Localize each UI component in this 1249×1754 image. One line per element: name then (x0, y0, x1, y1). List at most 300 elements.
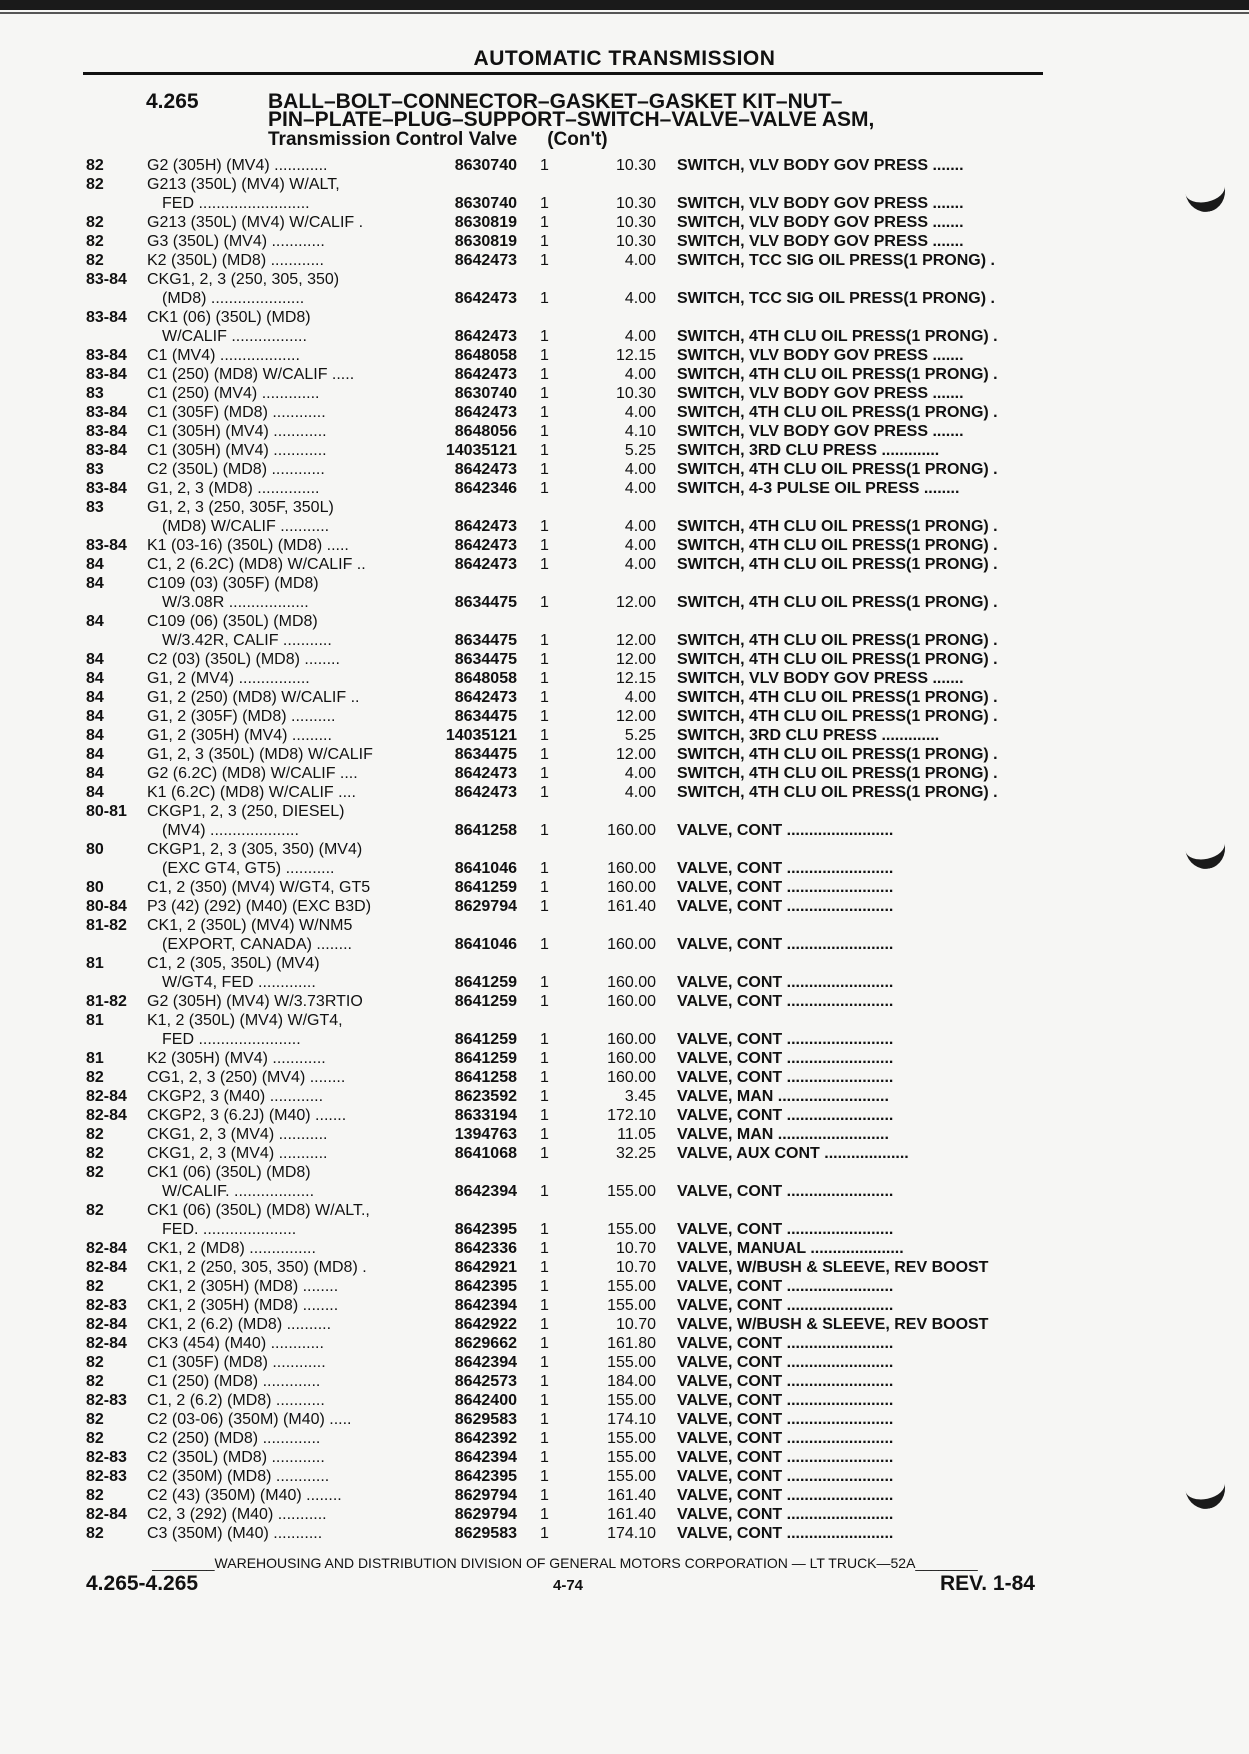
row-year: 82 (86, 1126, 104, 1143)
row-part-number: 8634475 (454, 632, 517, 649)
row-description-detail: 3RD CLU PRESS ............. (744, 727, 940, 744)
row-price: 12.00 (615, 651, 656, 668)
row-description (677, 1524, 1047, 1543)
row-description (677, 1429, 1047, 1448)
row-price: 10.30 (615, 233, 656, 250)
row-year: 82 (86, 214, 104, 231)
row-description-detail: VLV BODY GOV PRESS ....... (744, 347, 964, 364)
row-description-type: VALVE, (677, 1088, 733, 1105)
row-quantity: 1 (540, 1278, 549, 1295)
row-quantity: 1 (540, 385, 549, 402)
row-description-type: VALVE, (677, 1183, 733, 1200)
row-year: 84 (86, 613, 104, 630)
row-year: 84 (86, 670, 104, 687)
row-quantity: 1 (540, 347, 549, 364)
row-year: 82-83 (86, 1468, 127, 1485)
row-part-number: 8642473 (454, 518, 517, 535)
table-row (0, 384, 1249, 403)
row-year: 83-84 (86, 404, 127, 421)
table-row (0, 1391, 1249, 1410)
table-row (0, 517, 1249, 536)
row-description (677, 1410, 1047, 1429)
row-description (677, 631, 1047, 650)
row-part-number: 8642473 (454, 765, 517, 782)
row-description (677, 232, 1047, 251)
row-price: 10.30 (615, 157, 656, 174)
row-description-detail: VLV BODY GOV PRESS ....... (744, 670, 964, 687)
table-row (0, 213, 1249, 232)
row-price: 5.25 (624, 727, 656, 744)
row-part-number: 8642473 (454, 252, 517, 269)
table-row (0, 840, 1249, 859)
row-year: 83-84 (86, 366, 127, 383)
row-application: CK1, 2 (250, 305, 350) (MD8) . (147, 1259, 367, 1276)
row-price: 174.10 (607, 1411, 656, 1428)
row-application: CK1, 2 (305H) (MD8) ........ (147, 1278, 339, 1295)
table-row (0, 403, 1249, 422)
row-application: P3 (42) (292) (M40) (EXC B3D) (147, 898, 372, 915)
table-row (0, 232, 1249, 251)
row-price: 155.00 (607, 1468, 656, 1485)
row-description-type: SWITCH, (677, 233, 745, 250)
row-price: 4.00 (624, 537, 656, 554)
row-price: 160.00 (607, 822, 656, 839)
row-description-detail: 4TH CLU OIL PRESS(1 PRONG) . (744, 537, 998, 554)
row-year: 81-82 (86, 917, 127, 934)
row-description-type: VALVE, (677, 1430, 733, 1447)
row-description-detail: CONT ........................ (732, 860, 894, 877)
row-year: 82-84 (86, 1259, 127, 1276)
row-description (677, 441, 1047, 460)
table-row (0, 935, 1249, 954)
row-description-detail: CONT ........................ (732, 1221, 894, 1238)
row-application: CK1, 2 (305H) (MD8) ........ (147, 1297, 339, 1314)
row-quantity: 1 (540, 822, 549, 839)
row-quantity: 1 (540, 1487, 549, 1504)
table-row (0, 1524, 1249, 1543)
row-quantity: 1 (540, 214, 549, 231)
row-year: 84 (86, 746, 104, 763)
table-row (0, 802, 1249, 821)
row-year: 82-84 (86, 1240, 127, 1257)
table-row (0, 1258, 1249, 1277)
row-application: C2 (250) (MD8) ............. (147, 1430, 321, 1447)
row-application: G1, 2 (305H) (MV4) ......... (147, 727, 332, 744)
row-description-detail: CONT ........................ (732, 822, 894, 839)
page-title: AUTOMATIC TRANSMISSION (473, 47, 776, 70)
table-row (0, 574, 1249, 593)
row-quantity: 1 (540, 328, 549, 345)
row-application: CK1 (06) (350L) (MD8) W/ALT., (147, 1202, 370, 1219)
row-description-type: SWITCH, (677, 556, 745, 573)
row-description (677, 1258, 1047, 1277)
row-price: 155.00 (607, 1449, 656, 1466)
row-application: C2 (03) (350L) (MD8) ........ (147, 651, 340, 668)
row-price: 160.00 (607, 936, 656, 953)
row-description-type: VALVE, (677, 1373, 733, 1390)
row-application: G2 (305H) (MV4) ............ (147, 157, 328, 174)
row-description-type: VALVE, (677, 1525, 733, 1542)
row-description-detail: 4-3 PULSE OIL PRESS ........ (744, 480, 960, 497)
row-description (677, 650, 1047, 669)
row-description-type: SWITCH, (677, 594, 745, 611)
row-year: 82 (86, 1202, 104, 1219)
row-description-type: VALVE, (677, 1031, 733, 1048)
row-description-type: SWITCH, (677, 461, 745, 478)
table-row (0, 1182, 1249, 1201)
row-part-number: 8642346 (454, 480, 517, 497)
row-description-type: SWITCH, (677, 632, 745, 649)
table-row (0, 669, 1249, 688)
footer-revision: REV. 1-84 (940, 1572, 1035, 1595)
row-price: 12.00 (615, 746, 656, 763)
row-description-type: SWITCH, (677, 727, 745, 744)
row-price: 4.00 (624, 366, 656, 383)
row-quantity: 1 (540, 480, 549, 497)
row-price: 10.30 (615, 385, 656, 402)
row-year: 83-84 (86, 271, 127, 288)
row-year: 83-84 (86, 347, 127, 364)
row-year: 82 (86, 233, 104, 250)
row-application: C2 (350M) (MD8) ............ (147, 1468, 330, 1485)
row-description-detail: TCC SIG OIL PRESS(1 PRONG) . (744, 252, 995, 269)
row-application: G1, 2 (305F) (MD8) .......... (147, 708, 336, 725)
row-year: 81-82 (86, 993, 127, 1010)
row-quantity: 1 (540, 1126, 549, 1143)
row-price: 4.00 (624, 556, 656, 573)
row-description-type: SWITCH, (677, 651, 745, 668)
row-description (677, 346, 1047, 365)
row-price: 161.80 (607, 1335, 656, 1352)
row-quantity: 1 (540, 594, 549, 611)
row-description-detail: MAN ......................... (732, 1088, 889, 1105)
row-quantity: 1 (540, 423, 549, 440)
row-quantity: 1 (540, 442, 549, 459)
table-row (0, 1505, 1249, 1524)
footer-publisher-line: ________WAREHOUSING AND DISTRIBUTION DIVISION OF GENERAL MOTORS CORPORATION — LT TRUCK—52A________ (152, 1555, 978, 1571)
row-quantity: 1 (540, 879, 549, 896)
row-description (677, 1277, 1047, 1296)
row-year: 84 (86, 556, 104, 573)
top-border-rule (0, 12, 1249, 14)
table-row (0, 422, 1249, 441)
row-quantity: 1 (540, 974, 549, 991)
row-quantity: 1 (540, 366, 549, 383)
row-application: G1, 2 (250) (MD8) W/CALIF .. (147, 689, 360, 706)
row-part-number: 8641259 (454, 974, 517, 991)
row-year: 84 (86, 575, 104, 592)
row-description-detail: 4TH CLU OIL PRESS(1 PRONG) . (744, 708, 998, 725)
row-description-detail: VLV BODY GOV PRESS ....... (744, 195, 964, 212)
table-row (0, 289, 1249, 308)
row-quantity: 1 (540, 537, 549, 554)
row-description (677, 1106, 1047, 1125)
row-price: 4.00 (624, 404, 656, 421)
section-heading-line2: PIN–PLATE–PLUG–SUPPORT–SWITCH–VALVE–VALVE ASM, (268, 108, 875, 131)
row-description-type: VALVE, (677, 1107, 733, 1124)
row-price: 160.00 (607, 1069, 656, 1086)
row-price: 160.00 (607, 879, 656, 896)
row-year: 83-84 (86, 537, 127, 554)
row-quantity: 1 (540, 1430, 549, 1447)
section-heading-line3 (268, 130, 608, 149)
row-part-number: 8642394 (454, 1449, 517, 1466)
row-application: C1 (305H) (MV4) ............ (147, 442, 327, 459)
row-quantity: 1 (540, 1316, 549, 1333)
row-part-number: 8629794 (454, 1506, 517, 1523)
row-description-type: SWITCH, (677, 404, 745, 421)
row-part-number: 8629794 (454, 1487, 517, 1504)
continued-label: (Con't) (547, 129, 608, 150)
table-row (0, 764, 1249, 783)
row-year: 80 (86, 841, 104, 858)
row-application: K1, 2 (350L) (MV4) W/GT4, (147, 1012, 343, 1029)
row-application: C1, 2 (350) (MV4) W/GT4, GT5 (147, 879, 371, 896)
row-description-detail: CONT ........................ (732, 1278, 894, 1295)
row-part-number: 8642394 (454, 1297, 517, 1314)
row-description (677, 555, 1047, 574)
row-price: 155.00 (607, 1183, 656, 1200)
row-application: CKGP1, 2, 3 (250, DIESEL) (147, 803, 345, 820)
row-part-number: 8629662 (454, 1335, 517, 1352)
row-price: 155.00 (607, 1278, 656, 1295)
row-year: 82 (86, 1411, 104, 1428)
row-quantity: 1 (540, 556, 549, 573)
row-application: (MD8) W/CALIF ........... (162, 518, 330, 535)
row-price: 12.15 (615, 347, 656, 364)
row-description-detail: AUX CONT ................... (732, 1145, 909, 1162)
row-price: 12.15 (615, 670, 656, 687)
row-quantity: 1 (540, 1259, 549, 1276)
row-description (677, 669, 1047, 688)
row-price: 12.00 (615, 708, 656, 725)
row-description-detail: CONT ........................ (732, 1430, 894, 1447)
row-part-number: 8642473 (454, 689, 517, 706)
row-application: (MV4) .................... (162, 822, 299, 839)
row-description-type: SWITCH, (677, 423, 745, 440)
row-price: 155.00 (607, 1297, 656, 1314)
row-description (677, 1239, 1047, 1258)
row-price: 32.25 (615, 1145, 656, 1162)
table-row (0, 650, 1249, 669)
table-row (0, 992, 1249, 1011)
row-description-detail: CONT ........................ (732, 1335, 894, 1352)
row-description-type: VALVE, (677, 1297, 733, 1314)
row-description-type: VALVE, (677, 1145, 733, 1162)
row-part-number: 8642473 (454, 556, 517, 573)
row-quantity: 1 (540, 708, 549, 725)
row-description-detail: VLV BODY GOV PRESS ....... (744, 233, 964, 250)
row-application: CK1 (06) (350L) (MD8) (147, 309, 311, 326)
row-price: 155.00 (607, 1354, 656, 1371)
row-quantity: 1 (540, 461, 549, 478)
row-year: 84 (86, 689, 104, 706)
row-description-type: VALVE, (677, 1050, 733, 1067)
section-number: 4.265 (146, 90, 199, 113)
row-part-number: 8641259 (454, 879, 517, 896)
row-description (677, 1144, 1047, 1163)
row-quantity: 1 (540, 1145, 549, 1162)
row-price: 160.00 (607, 974, 656, 991)
row-quantity: 1 (540, 689, 549, 706)
row-year: 84 (86, 708, 104, 725)
table-row (0, 612, 1249, 631)
row-description-detail: CONT ........................ (732, 1069, 894, 1086)
row-application: K1 (6.2C) (MD8) W/CALIF .... (147, 784, 356, 801)
row-year: 82 (86, 1278, 104, 1295)
row-application: G213 (350L) (MV4) W/CALIF . (147, 214, 364, 231)
row-description (677, 1486, 1047, 1505)
row-description-type: SWITCH, (677, 708, 745, 725)
row-part-number: 8642392 (454, 1430, 517, 1447)
row-quantity: 1 (540, 632, 549, 649)
row-application: C1 (305F) (MD8) ............ (147, 404, 326, 421)
row-description (677, 935, 1047, 954)
row-part-number: 14035121 (445, 727, 517, 744)
row-part-number: 8641046 (454, 936, 517, 953)
row-part-number: 8642394 (454, 1183, 517, 1200)
row-year: 82 (86, 1430, 104, 1447)
row-description (677, 1505, 1047, 1524)
row-application: CKG1, 2, 3 (MV4) ........... (147, 1126, 328, 1143)
row-application: (EXC GT4, GT5) ........... (162, 860, 335, 877)
row-description-type: SWITCH, (677, 765, 745, 782)
row-year: 82-84 (86, 1335, 127, 1352)
table-row (0, 745, 1249, 764)
table-row (0, 593, 1249, 612)
row-application: K1 (03-16) (350L) (MD8) ..... (147, 537, 349, 554)
row-quantity: 1 (540, 1031, 549, 1048)
row-price: 160.00 (607, 1050, 656, 1067)
section-heading-line1: BALL–BOLT–CONNECTOR–GASKET–GASKET KIT–NUT– (268, 90, 843, 113)
table-row (0, 821, 1249, 840)
row-price: 4.00 (624, 328, 656, 345)
row-application: FED ......................... (162, 195, 310, 212)
row-part-number: 8641046 (454, 860, 517, 877)
row-application: G1, 2, 3 (250, 305F, 350L) (147, 499, 334, 516)
row-description-detail: CONT ........................ (732, 1392, 894, 1409)
table-row (0, 878, 1249, 897)
row-part-number: 8642400 (454, 1392, 517, 1409)
row-description-detail: CONT ........................ (732, 1107, 894, 1124)
row-description-type: SWITCH, (677, 366, 745, 383)
row-description (677, 745, 1047, 764)
row-quantity: 1 (540, 157, 549, 174)
row-quantity: 1 (540, 1221, 549, 1238)
row-price: 174.10 (607, 1525, 656, 1542)
row-part-number: 8630740 (454, 195, 517, 212)
row-description-type: VALVE, (677, 1069, 733, 1086)
row-application: C1 (305F) (MD8) ............ (147, 1354, 326, 1371)
row-description-type: SWITCH, (677, 328, 745, 345)
row-part-number: 8634475 (454, 708, 517, 725)
row-part-number: 8634475 (454, 651, 517, 668)
row-description-detail: 4TH CLU OIL PRESS(1 PRONG) . (744, 366, 998, 383)
row-year: 82-83 (86, 1297, 127, 1314)
row-description-type: VALVE, (677, 1354, 733, 1371)
row-price: 4.00 (624, 461, 656, 478)
row-description-type: VALVE, (677, 898, 733, 915)
table-row (0, 1068, 1249, 1087)
row-quantity: 1 (540, 1050, 549, 1067)
row-description-type: SWITCH, (677, 157, 745, 174)
row-quantity: 1 (540, 1392, 549, 1409)
row-application: C1 (250) (MV4) ............. (147, 385, 320, 402)
table-row (0, 688, 1249, 707)
row-description-type: SWITCH, (677, 347, 745, 364)
row-application: CK3 (454) (M40) ............ (147, 1335, 324, 1352)
parts-list (0, 156, 1249, 1543)
table-row (0, 1486, 1249, 1505)
row-application: C1 (250) (MD8) ............. (147, 1373, 321, 1390)
row-description (677, 156, 1047, 175)
row-application: CK1, 2 (350L) (MV4) W/NM5 (147, 917, 353, 934)
row-year: 83 (86, 499, 104, 516)
row-part-number: 8642336 (454, 1240, 517, 1257)
row-price: 4.00 (624, 518, 656, 535)
table-row (0, 479, 1249, 498)
row-quantity: 1 (540, 1525, 549, 1542)
row-description (677, 1315, 1047, 1334)
row-part-number: 8642473 (454, 328, 517, 345)
row-application: W/3.08R .................. (162, 594, 309, 611)
row-description-detail: CONT ........................ (732, 1031, 894, 1048)
table-row (0, 555, 1249, 574)
row-price: 160.00 (607, 993, 656, 1010)
row-quantity: 1 (540, 1297, 549, 1314)
row-description (677, 878, 1047, 897)
row-part-number: 8629583 (454, 1525, 517, 1542)
row-description-detail: 4TH CLU OIL PRESS(1 PRONG) . (744, 746, 998, 763)
row-part-number: 8648058 (454, 670, 517, 687)
row-application: (EXPORT, CANADA) ........ (162, 936, 352, 953)
row-part-number: 8629794 (454, 898, 517, 915)
row-part-number: 1394763 (454, 1126, 517, 1143)
row-description (677, 1467, 1047, 1486)
row-part-number: 14035121 (445, 442, 517, 459)
row-description-type: VALVE, (677, 1126, 733, 1143)
section-subtitle: Transmission Control Valve (268, 129, 518, 150)
row-description-detail: W/BUSH & SLEEVE, REV BOOST (732, 1316, 989, 1333)
table-row (0, 897, 1249, 916)
row-description-type: VALVE, (677, 860, 733, 877)
row-quantity: 1 (540, 784, 549, 801)
row-description (677, 1068, 1047, 1087)
row-description-detail: 4TH CLU OIL PRESS(1 PRONG) . (744, 556, 998, 573)
table-row (0, 1201, 1249, 1220)
row-description (677, 688, 1047, 707)
row-part-number: 8642395 (454, 1278, 517, 1295)
row-year: 82-84 (86, 1088, 127, 1105)
row-year: 82-84 (86, 1506, 127, 1523)
row-year: 81 (86, 1050, 104, 1067)
row-description-type: VALVE, (677, 974, 733, 991)
row-price: 160.00 (607, 860, 656, 877)
row-year: 83 (86, 385, 104, 402)
row-year: 82-84 (86, 1107, 127, 1124)
row-quantity: 1 (540, 1107, 549, 1124)
table-row (0, 175, 1249, 194)
row-part-number: 8642473 (454, 461, 517, 478)
row-description-detail: CONT ........................ (732, 993, 894, 1010)
row-part-number: 8633194 (454, 1107, 517, 1124)
row-part-number: 8630740 (454, 385, 517, 402)
row-year: 82-84 (86, 1316, 127, 1333)
row-part-number: 8641068 (454, 1145, 517, 1162)
row-application: C1, 2 (6.2C) (MD8) W/CALIF .. (147, 556, 366, 573)
row-year: 82 (86, 1525, 104, 1542)
row-description-detail: MAN ......................... (732, 1126, 889, 1143)
